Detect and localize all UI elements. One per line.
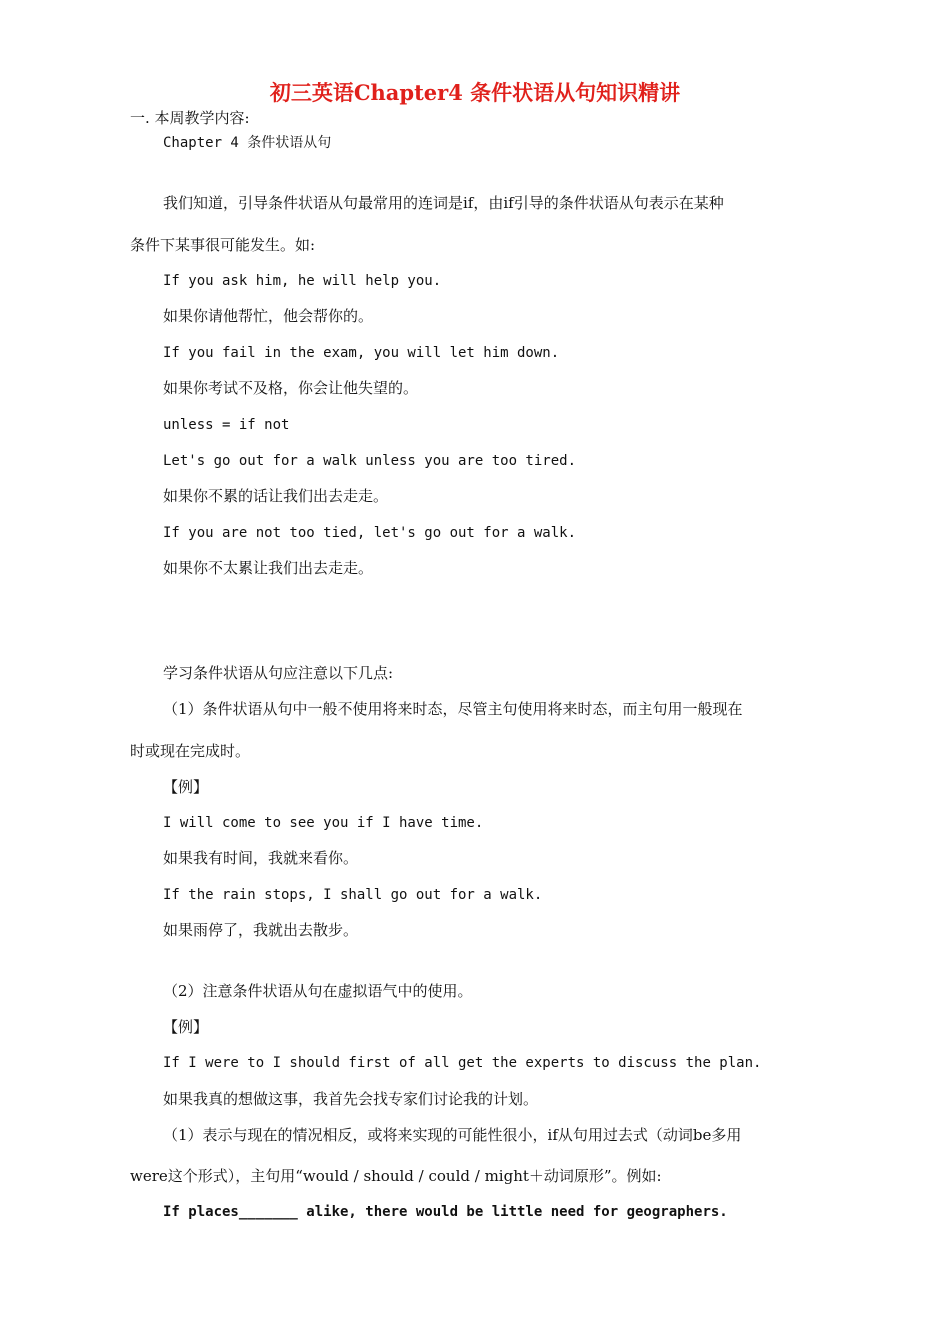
example-english: If you fail in the exam, you will let him down. — [163, 345, 560, 361]
example-chinese: 如果你请他帮忙，他会帮你的。 — [163, 307, 374, 325]
example-chinese: 如果雨停了，我就出去散步。 — [163, 921, 359, 939]
example-english: If you ask him, he will help you. — [163, 273, 442, 289]
example-chinese: 如果你不太累让我们出去走走。 — [163, 559, 374, 577]
note-1-line-2: 时或现在完成时。 — [130, 742, 251, 760]
section-heading: 一. 本周教学内容: — [130, 109, 250, 127]
notes-intro: 学习条件状语从句应注意以下几点: — [163, 664, 394, 682]
example-chinese: 如果我真的想做这事，我首先会找专家们讨论我的计划。 — [163, 1090, 539, 1108]
example-label: 【例】 — [163, 1018, 209, 1036]
unless-rule: unless = if not — [163, 417, 290, 433]
intro-paragraph-line-2: 条件下某事很可能发生。如: — [130, 236, 316, 254]
note-3-line-1: （1）表示与现在的情况相反，或将来实现的可能性很小，if从句用过去式（动词be多用 — [163, 1126, 742, 1144]
example-chinese: 如果你考试不及格，你会让他失望的。 — [163, 379, 419, 397]
example-english: If the rain stops, I shall go out for a walk. — [163, 887, 543, 903]
intro-paragraph-line-1: 我们知道，引导条件状语从句最常用的连词是if，由if引导的条件状语从句表示在某种 — [163, 194, 724, 212]
example-chinese: 如果你不累的话让我们出去走走。 — [163, 487, 389, 505]
note-1-line-1: （1）条件状语从句中一般不使用将来时态，尽管主句使用将来时态，而主句用一般现在 — [163, 700, 743, 718]
example-english: I will come to see you if I have time. — [163, 815, 484, 831]
note-3-line-2: were这个形式），主句用“would / should / could / might＋动词原形”。例如: — [130, 1167, 662, 1185]
section-subheading: Chapter 4 条件状语从句 — [163, 135, 332, 151]
example-english: If I were to I should first of all get the experts to discuss the plan. — [163, 1055, 762, 1071]
example-chinese: 如果我有时间，我就来看你。 — [163, 849, 359, 867]
example-english-fill-blank: If places_______ alike, there would be little need for geographers. — [163, 1204, 728, 1220]
example-english: If you are not too tied, let's go out for a walk. — [163, 525, 577, 541]
note-2: （2）注意条件状语从句在虚拟语气中的使用。 — [163, 982, 473, 1000]
example-label: 【例】 — [163, 778, 209, 796]
document-title: 初三英语Chapter4 条件状语从句知识精讲 — [269, 80, 681, 105]
example-english: Let's go out for a walk unless you are too tired. — [163, 453, 577, 469]
